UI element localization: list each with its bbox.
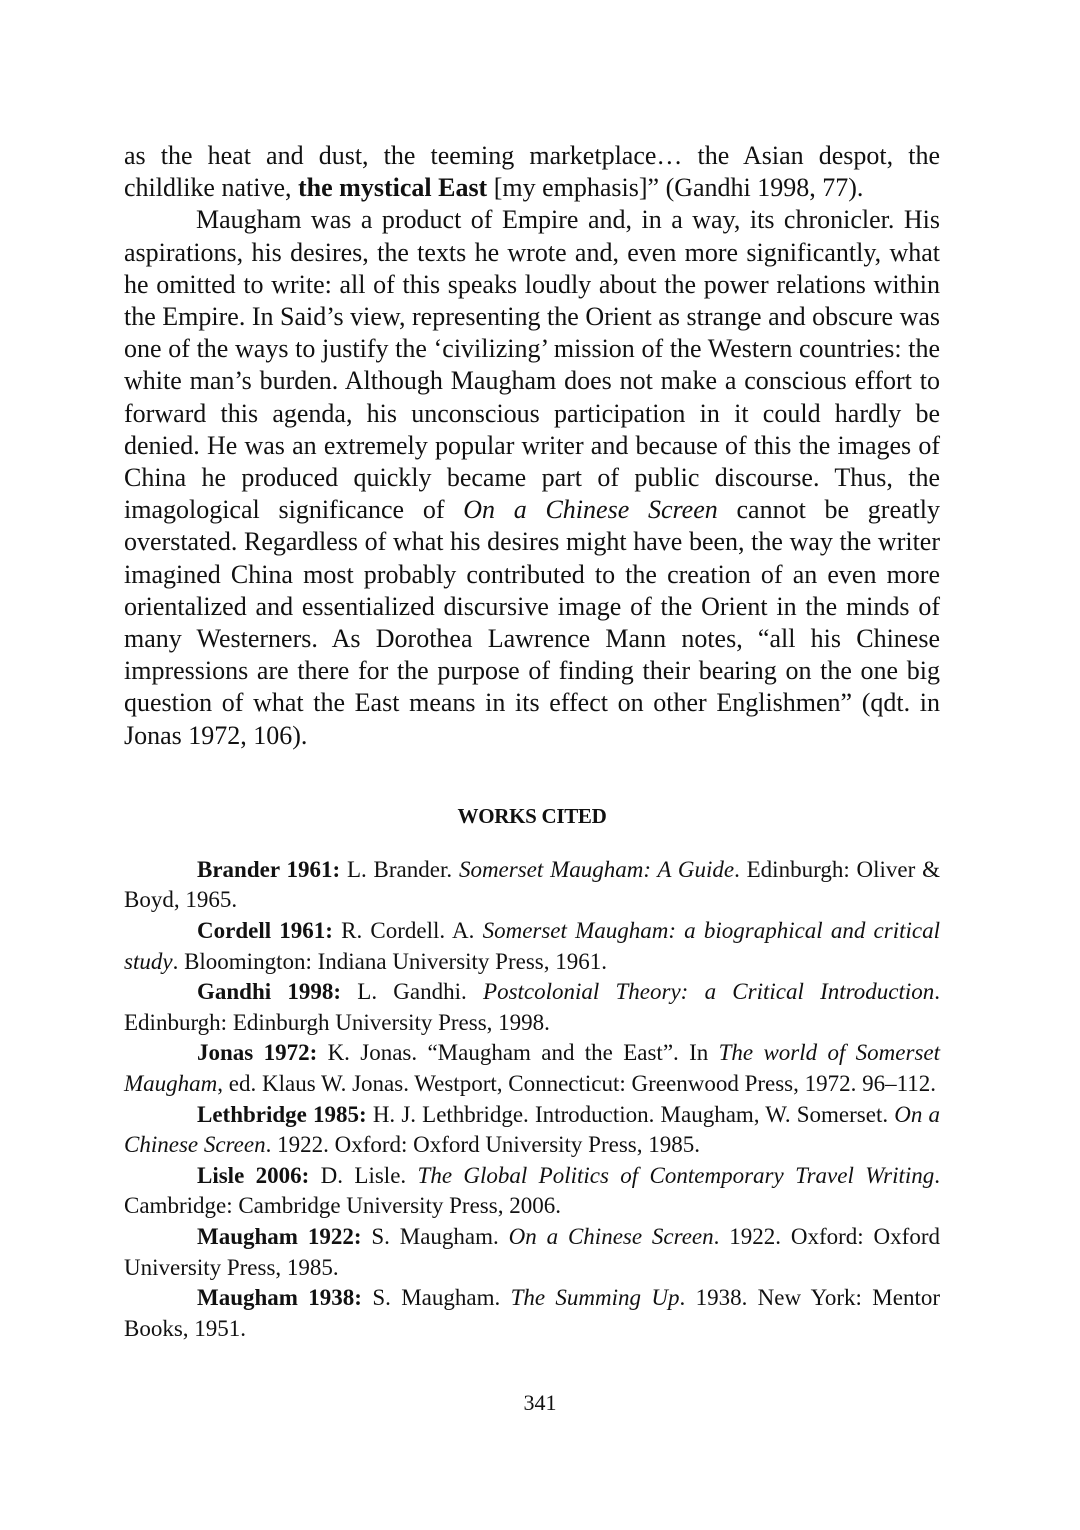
reference-author: D. Lisle. [309, 1162, 418, 1188]
reference-entry [124, 1100, 940, 1161]
reference-entry [124, 977, 940, 1038]
reference-title: On a Chinese Screen [124, 1101, 940, 1158]
reference-entry [124, 1161, 940, 1222]
reference-key: Maugham 1938: [197, 1285, 362, 1311]
reference-key: Cordell 1961: [197, 918, 333, 944]
page-content [124, 140, 940, 1344]
reference-publication: . Bloomington: Indiana University Press, 1961. [172, 948, 607, 974]
reference-key: Brander 1961: [197, 856, 341, 882]
reference-author: R. Cordell. A. [332, 918, 483, 944]
reference-entry [124, 855, 940, 916]
reference-author: S. Maugham. [361, 1223, 509, 1249]
paragraph-1 [124, 140, 940, 204]
reference-title: Somerset Maugham: a biographical and critical study [124, 918, 940, 974]
reference-author: L. Gandhi. [341, 979, 484, 1005]
reference-key: Lisle 2006: [197, 1162, 310, 1188]
reference-key: Jonas 1972: [197, 1040, 318, 1066]
works-cited-list [124, 855, 940, 1345]
reference-publication: . 1922. Oxford: Oxford University Press, 1985. [124, 1223, 940, 1280]
reference-publication: . Cambridge: Cambridge University Press, 2006. [124, 1162, 940, 1219]
reference-publication: . 1922. Oxford: Oxford University Press, 1985. [265, 1132, 700, 1158]
paragraph-2 [124, 204, 940, 751]
paragraph-1-text-a: as the heat and dust, the teeming marketplace… the Asian despot, the childlike native, [124, 141, 940, 203]
reference-key: Gandhi 1998: [197, 979, 342, 1005]
reference-author: S. Maugham. [361, 1285, 511, 1311]
paragraph-2-text-c: cannot be greatly overstated. Regardless of what his desires might have been, the way the writer imagined China most probably contributed to the creation of an even more orientalized and essentialized discursive image of the Orient in the minds of many Westerners. As Dorothea Lawrence Mann notes, “all his Chinese impressions are there for the purpose of finding their bearing on the one big question of what the East means in its effect on other Englishmen” (qdt. in Jonas 1972, 106). [124, 495, 940, 750]
reference-title: The world of Somerset Maugham [124, 1040, 940, 1097]
reference-key: Maugham 1922: [197, 1223, 362, 1249]
reference-publication: . 1938. New York: Mentor Books, 1951. [124, 1285, 940, 1341]
reference-author: L. Brander. [340, 856, 459, 882]
reference-publication: , ed. Klaus W. Jonas. Westport, Connecticut: Greenwood Press, 1972. 96–112. [217, 1071, 937, 1097]
paragraph-1-text-c: [my emphasis]” (Gandhi 1998, 77). [487, 173, 864, 203]
paragraph-1-emphasis: the mystical East [298, 173, 488, 203]
reference-entry [124, 1038, 940, 1099]
reference-key: Lethbridge 1985: [197, 1101, 367, 1127]
paragraph-2-book-title: On a Chinese Screen [463, 495, 718, 525]
paragraph-2-text-a: Maugham was a product of Empire and, in a way, its chronicler. His aspirations, his desires, the texts he wrote and, even more significantly, what he omitted to write: all of this speaks loudly about the power relations within the Empire. In Said’s view, representing the Orient as strange and obscure was one of the ways to justify the ‘civilizing’ mission of the Western countries: the white man’s burden. Although Maugham does not make a conscious effort to forward this agenda, his unconscious participation in it could hardly be denied. He was an extremely popular writer and because of this the images of China he produced quickly became part of public discourse. Thus, the imagological significance of [124, 205, 940, 525]
reference-title: On a Chinese Screen [508, 1223, 714, 1249]
reference-title: Somerset Maugham: A Guide [458, 856, 735, 882]
reference-publication: . Edinburgh: Edinburgh University Press, 1998. [124, 979, 940, 1035]
reference-entry [124, 1283, 940, 1344]
body-text [124, 140, 940, 752]
reference-author: K. Jonas. “Maugham and the East”. In [317, 1040, 719, 1066]
page-number: 341 [523, 1390, 557, 1415]
reference-publication: . Edinburgh: Oliver & Boyd, 1965. [124, 856, 940, 913]
reference-title: Postcolonial Theory: a Critical Introduction [483, 979, 935, 1005]
reference-title: The Summing Up [510, 1285, 680, 1311]
reference-entry [124, 1222, 940, 1283]
reference-entry [124, 916, 940, 977]
reference-title: The Global Politics of Contemporary Travel Writing [417, 1162, 935, 1188]
works-cited-heading: WORKS CITED [457, 803, 607, 828]
reference-author: H. J. Lethbridge. Introduction. Maugham, W. Somerset. [366, 1101, 895, 1127]
